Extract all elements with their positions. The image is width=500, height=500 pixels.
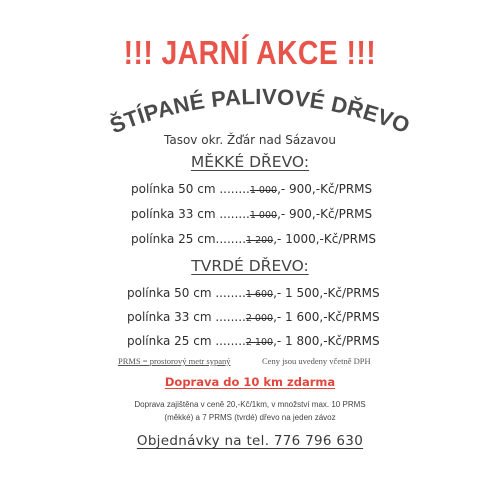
row-label: polínka 33 cm	[127, 310, 212, 324]
headline	[0, 34, 500, 72]
price-row	[131, 182, 372, 196]
delivery-title: Doprava do 10 km zdarma	[164, 375, 336, 389]
old-price: 1 600	[245, 289, 274, 300]
old-price: 1 000	[249, 185, 278, 196]
vat-note: Ceny jsou uvedeny včetně DPH	[262, 356, 371, 366]
price-row	[127, 310, 380, 324]
row-label: polínka 25 cm	[127, 334, 212, 348]
prms-note: PRMS = prostorový metr sypaný	[118, 356, 231, 366]
order-phone: Objednávky na tel. 776 796 630	[136, 433, 364, 449]
new-price: ,- 1 800,-Kč/PRMS	[273, 334, 380, 348]
old-price: 2 100	[245, 337, 274, 348]
location: Tasov okr. Žďár nad Sázavou	[164, 133, 336, 147]
svg-text:ŠTÍPANÉ PALIVOVÉ DŘEVO	[106, 84, 413, 138]
price-row	[131, 207, 372, 221]
new-price: ,- 900,-Kč/PRMS	[277, 207, 373, 221]
row-dots: ........	[215, 310, 246, 324]
price-row	[131, 232, 376, 246]
price-row	[127, 334, 380, 348]
delivery-line-2: (měkké) a 7 PRMS (tvrdé) dřevo na jeden závoz	[164, 413, 336, 422]
new-price: ,- 1000,-Kč/PRMS	[273, 232, 376, 246]
new-price: ,- 1 600,-Kč/PRMS	[273, 310, 380, 324]
row-dots: ........	[219, 207, 250, 221]
row-dots: ........	[215, 286, 246, 300]
row-dots: ........	[219, 182, 250, 196]
row-dots: ........	[215, 334, 246, 348]
row-label: polínka 50 cm	[131, 182, 216, 196]
price-row	[127, 286, 380, 300]
row-label: polínka 50 cm	[127, 286, 212, 300]
old-price: 1 200	[246, 235, 274, 246]
subtitle-text: ŠTÍPANÉ PALIVOVÉ DŘEVO	[106, 83, 414, 139]
old-price: 1 000	[249, 210, 278, 221]
row-label: polínka 25 cm	[131, 232, 216, 246]
headline-text: !!! JARNÍ AKCE !!!	[123, 34, 377, 71]
new-price: ,- 1 500,-Kč/PRMS	[273, 286, 380, 300]
row-label: polínka 33 cm	[131, 207, 216, 221]
delivery-line-1: Doprava zajištěna v ceně 20,-Kč/1km, v množství max. 10 PRMS	[134, 400, 366, 409]
hard-wood-title: TVRDÉ DŘEVO:	[191, 257, 309, 275]
soft-wood-title: MĚKKÉ DŘEVO:	[190, 153, 310, 171]
row-dots: ........	[215, 232, 247, 246]
new-price: ,- 900,-Kč/PRMS	[277, 182, 373, 196]
old-price: 2 000	[245, 313, 274, 324]
